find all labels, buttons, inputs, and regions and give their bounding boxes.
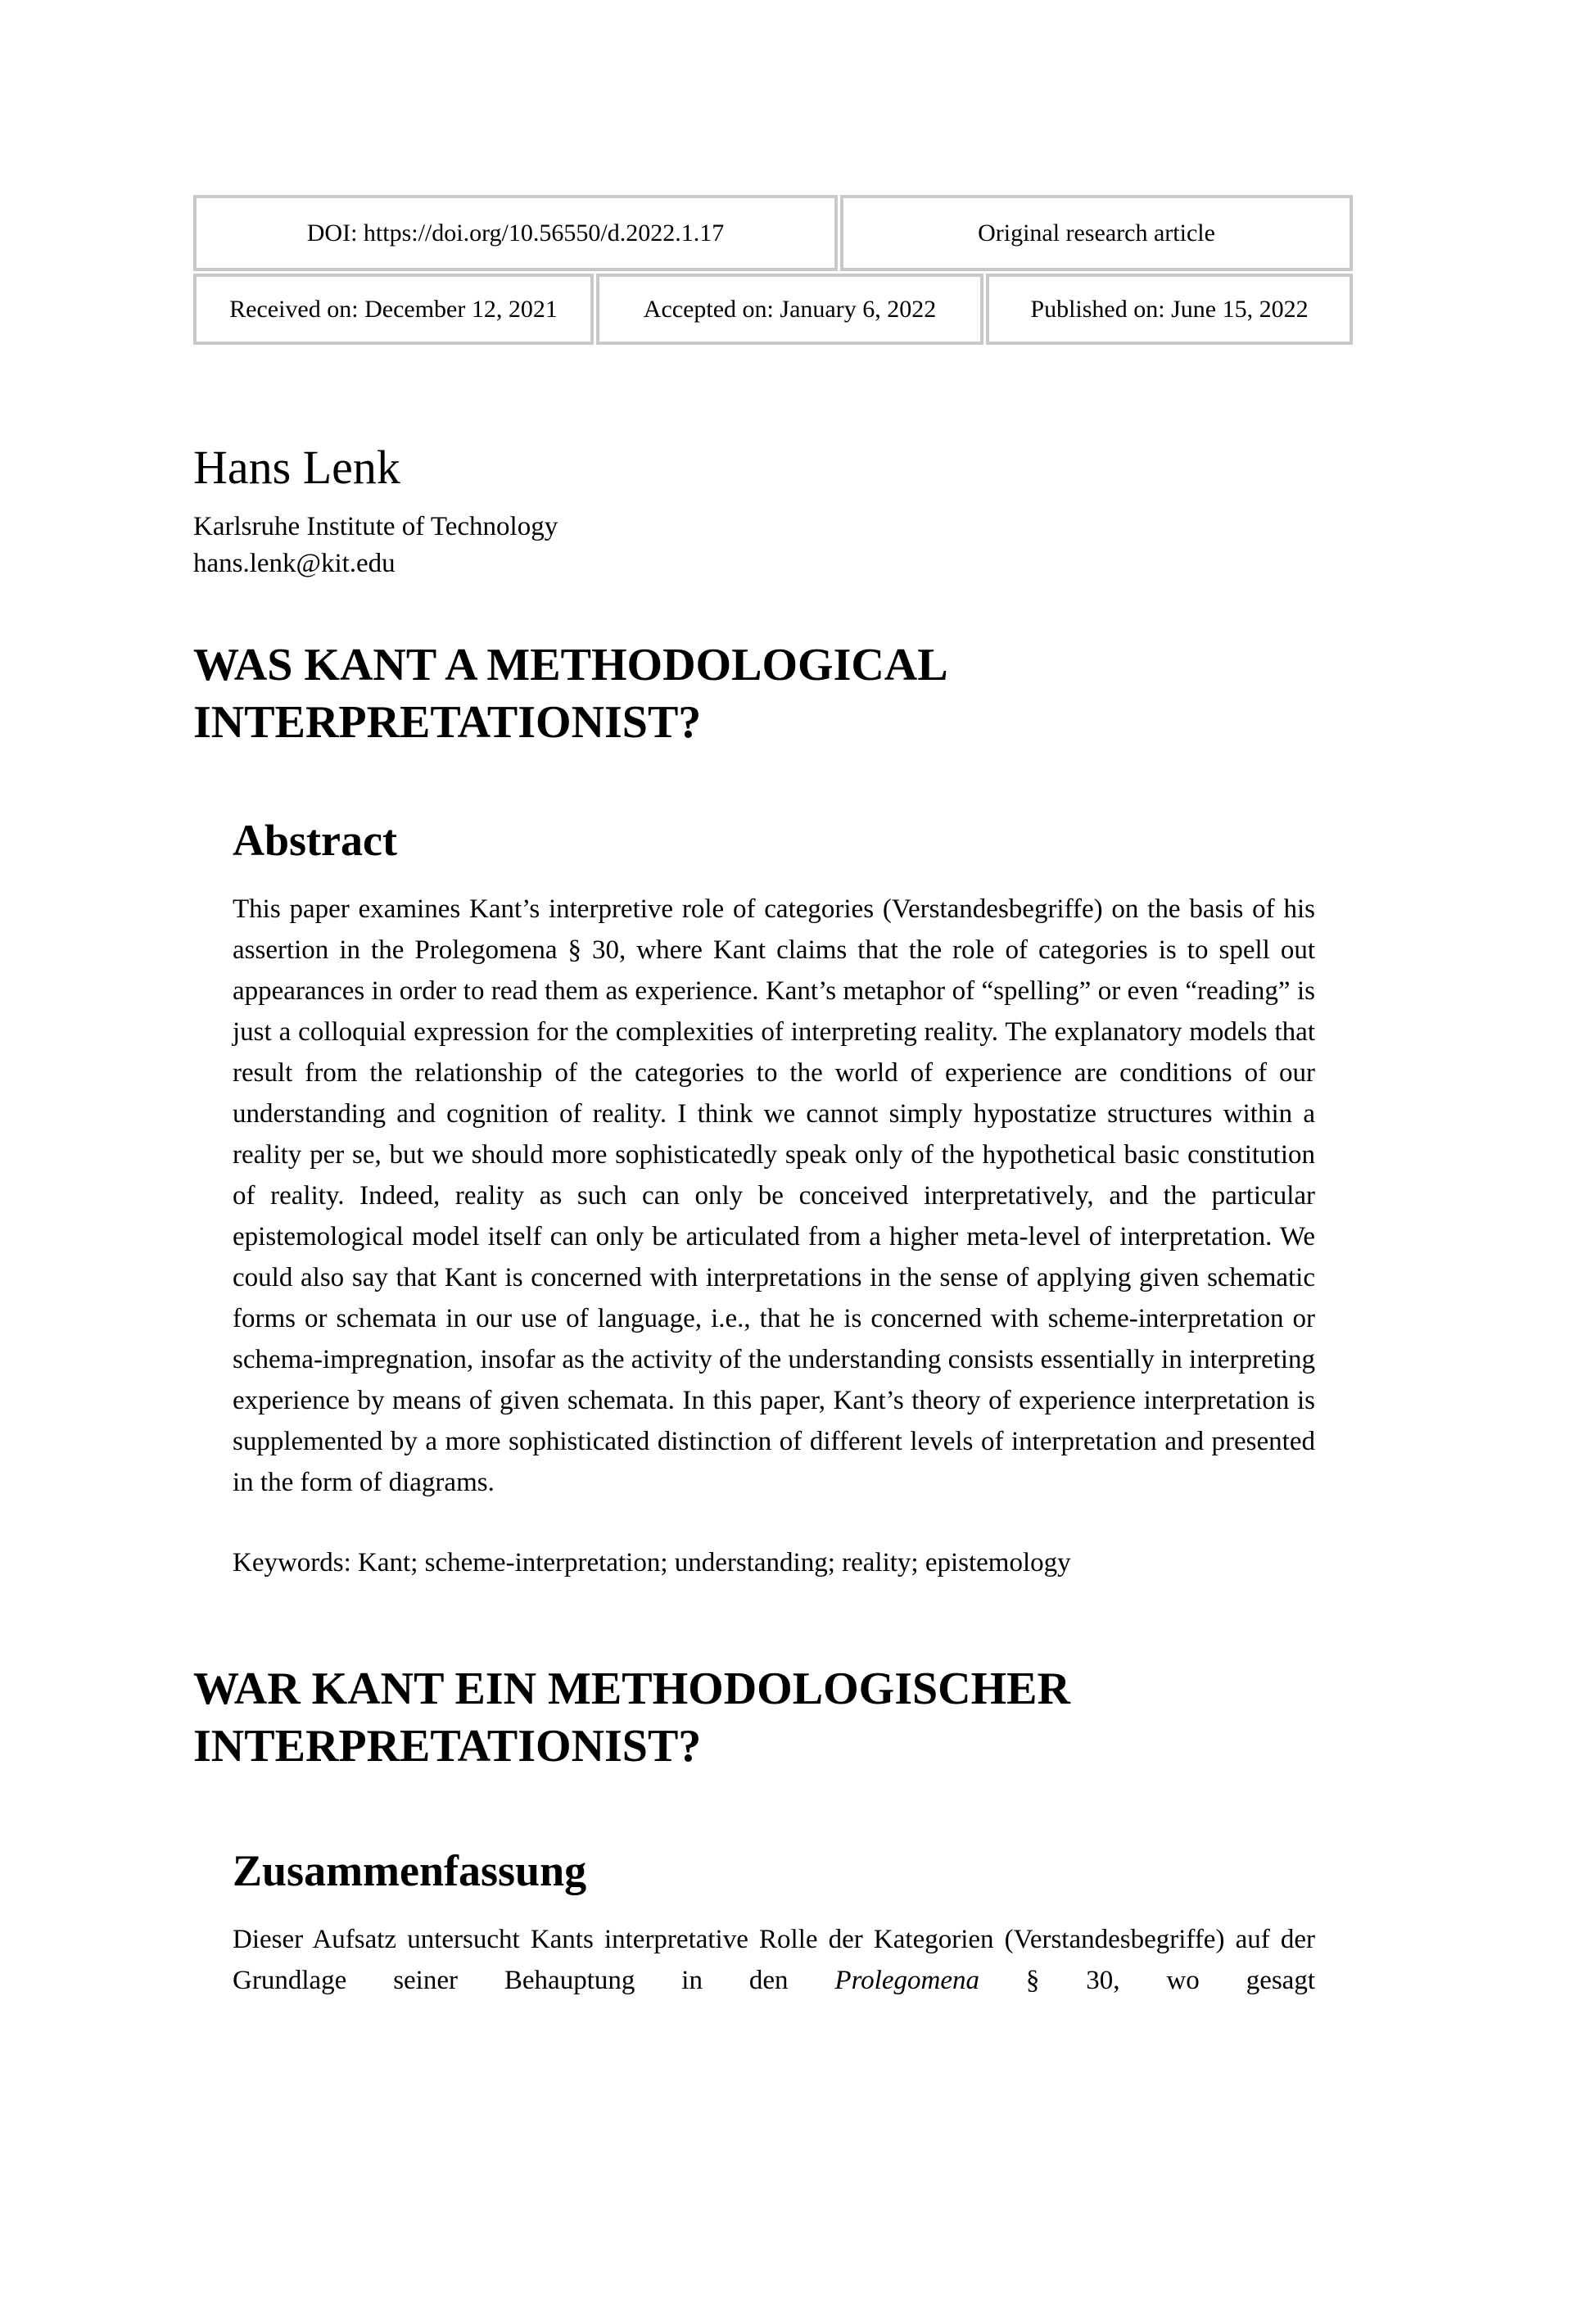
abstract-section	[233, 815, 1353, 1583]
published-date-cell: Published on: June 15, 2022	[986, 274, 1353, 345]
article-type-cell: Original research article	[840, 195, 1353, 271]
keywords-line: Keywords: Kant; scheme-interpretation; understanding; reality; epistemology	[233, 1547, 1071, 1577]
metadata-row-top	[193, 195, 1353, 271]
author-affiliation: Karlsruhe Institute of Technology	[193, 511, 558, 541]
received-date-cell: Received on: December 12, 2021	[193, 274, 594, 345]
metadata-row-dates	[193, 274, 1353, 345]
page-content	[193, 0, 1353, 2001]
doi-cell: DOI: https://doi.org/10.56550/d.2022.1.17	[193, 195, 838, 271]
author-details	[193, 509, 1353, 582]
zusammenfassung-section	[233, 1845, 1353, 2001]
zusammenfassung-text: Dieser Aufsatz untersucht Kants interpretative Rolle der Kategorien (Verstandesbegriffe) auf der Grundlage seiner Behauptung in den Prolegomena § 30, wo gesagt	[233, 1924, 1315, 1995]
article-metadata-table	[193, 195, 1353, 345]
abstract-heading: Abstract	[233, 815, 397, 865]
author-name: Hans Lenk	[193, 441, 400, 494]
author-email: hans.lenk@kit.edu	[193, 548, 396, 578]
accepted-date-cell: Accepted on: January 6, 2022	[596, 274, 983, 345]
zusammenfassung-heading: Zusammenfassung	[233, 1845, 587, 1895]
article-title-english: WAS KANT A METHODOLOGICAL INTERPRETATIONIST?	[193, 639, 946, 748]
abstract-text: This paper examines Kant’s interpretive role of categories (Verstandesbegriffe) on the basis of his assertion in the Prolegomena § 30, where Kant claims that the role of categories is to spell out appearances in order to read them as experience. Kant’s metaphor of “spelling” or even “reading” is just a colloquial expression for the complexities of interpreting reality. The explanatory models that result from the relationship of the categories to the world of experience are conditions of our understanding and cognition of reality. I think we cannot simply hypostatize structures within a reality per se, but we should more sophisticatedly speak only of the hypothetical basic constitution of reality. Indeed, reality as such can only be conceived interpretatively, and the particular epistemological model itself can only be articulated from a higher meta-level of interpretation. We could also say that Kant is concerned with interpretations in the sense of applying given schematic forms or schemata in our use of language, i.e., that he is concerned with scheme-interpretation or schema-impregnation, insofar as the activity of the understanding consists essentially in interpreting experience by means of given schemata. In this paper, Kant’s theory of experience interpretation is supplemented by a more sophisticated distinction of different levels of interpretation and presented in the form of diagrams.	[233, 894, 1315, 1497]
article-title-german: WAR KANT EIN METHODOLOGISCHER INTERPRETATIONIST?	[193, 1663, 1070, 1772]
